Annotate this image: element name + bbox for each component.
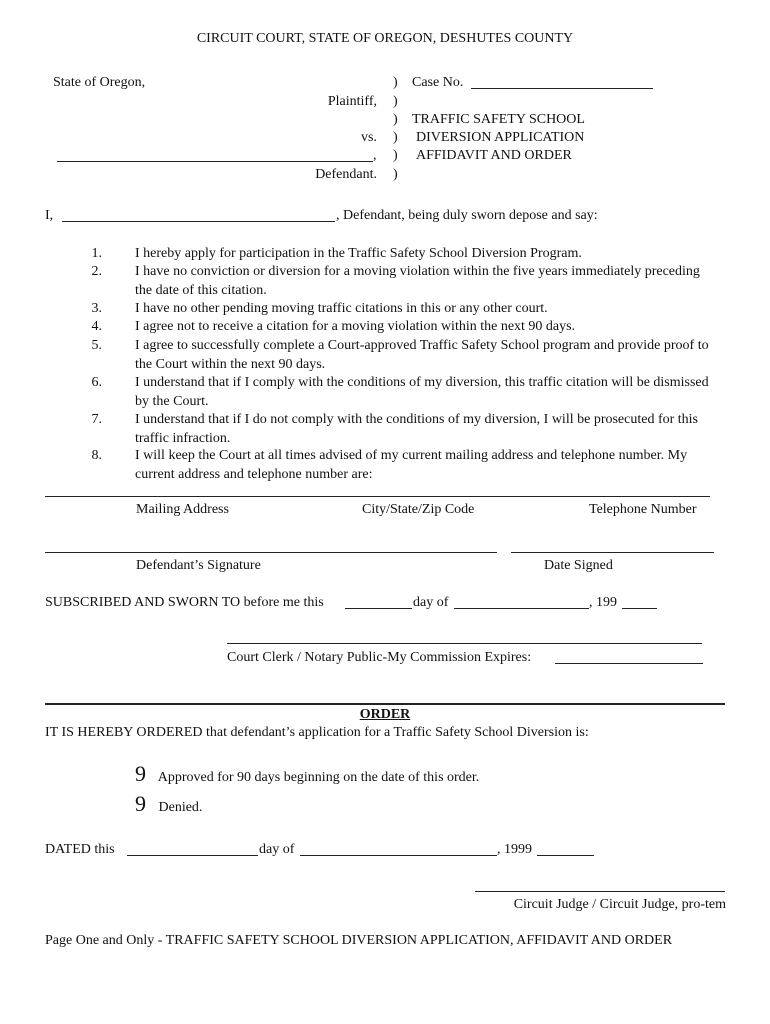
order-heading: ORDER: [359, 707, 411, 722]
city-state-zip-label: City/State/Zip Code: [362, 502, 475, 517]
item-number: 7.: [91, 412, 102, 427]
caption-paren: ): [393, 167, 398, 182]
date-signed-label: Date Signed: [544, 558, 613, 573]
caption-paren: ): [393, 75, 398, 90]
doc-title-line-3: AFFIDAVIT AND ORDER: [416, 148, 572, 163]
dated-day-of: day of: [259, 842, 295, 857]
doc-title-line-1: TRAFFIC SAFETY SCHOOL: [412, 112, 585, 127]
plaintiff-label: Plaintiff,: [327, 94, 377, 109]
caption-paren: ): [393, 94, 398, 109]
case-number-label: Case No.: [412, 75, 464, 90]
item-number: 4.: [91, 319, 102, 334]
commission-expires-line[interactable]: [555, 663, 703, 664]
sworn-month-line[interactable]: [454, 608, 589, 609]
item-text: I will keep the Court at all times advised of my current mailing address and telephone number. My current address and telephone number are:: [135, 448, 688, 482]
dated-year: , 1999: [497, 842, 532, 857]
date-signed-line[interactable]: [511, 552, 714, 553]
affiant-name-line[interactable]: [62, 221, 335, 222]
item-text: I hereby apply for participation in the Traffic Safety School Diversion Program.: [135, 246, 582, 261]
item-text: I have no other pending moving traffic citations in this or any other court.: [135, 301, 548, 316]
clerk-signature-line[interactable]: [227, 643, 702, 644]
item-text: I agree to successfully complete a Court-approved Traffic Safety School program and provide proof to the Court within the next 90 days.: [135, 338, 709, 372]
sworn-year-line[interactable]: [622, 608, 657, 609]
case-number-line[interactable]: [471, 88, 653, 89]
caption-paren: ): [393, 130, 398, 145]
dated-prefix: DATED this: [45, 842, 115, 857]
affiant-statement: , Defendant, being duly sworn depose and say:: [336, 208, 598, 223]
sworn-day-of: day of: [413, 595, 449, 610]
approved-checkbox[interactable]: 9: [135, 761, 146, 786]
item-number: 8.: [91, 448, 102, 463]
telephone-number-label: Telephone Number: [589, 502, 697, 517]
defendant-label: Defendant.: [315, 167, 377, 182]
page-footer: Page One and Only - TRAFFIC SAFETY SCHOOL DIVERSION APPLICATION, AFFIDAVIT AND ORDER: [45, 933, 673, 948]
denied-option[interactable]: [135, 793, 202, 819]
defendant-name-line[interactable]: [57, 161, 373, 162]
defendant-signature-label: Defendant’s Signature: [136, 558, 261, 573]
item-number: 2.: [91, 264, 102, 279]
item-text: I agree not to receive a citation for a moving violation within the next 90 days.: [135, 319, 576, 334]
dated-day-line[interactable]: [127, 855, 258, 856]
caption-paren: ): [393, 112, 398, 127]
affiant-prefix: I,: [45, 208, 54, 223]
judge-signature-line[interactable]: [475, 891, 725, 892]
approved-option[interactable]: [135, 763, 479, 789]
approved-label: Approved for 90 days beginning on the date of this order.: [157, 770, 480, 785]
item-text: I have no conviction or diversion for a moving violation within the five years immediately preceding the date of this citation.: [135, 264, 700, 298]
caption-paren: ): [393, 148, 398, 163]
address-line[interactable]: [45, 496, 710, 497]
court-title: CIRCUIT COURT, STATE OF OREGON, DESHUTES COUNTY: [196, 31, 574, 46]
item-number: 1.: [91, 246, 102, 261]
dated-month-line[interactable]: [300, 855, 497, 856]
state-of-oregon: State of Oregon,: [53, 75, 146, 90]
order-divider: [45, 703, 725, 705]
mailing-address-label: Mailing Address: [136, 502, 229, 517]
doc-title-line-2: DIVERSION APPLICATION: [416, 130, 585, 145]
judge-label: Circuit Judge / Circuit Judge, pro-tem: [513, 897, 726, 912]
sworn-year: , 199: [589, 595, 617, 610]
order-heading-wrap: [0, 706, 770, 724]
denied-checkbox[interactable]: 9: [135, 791, 146, 816]
item-number: 6.: [91, 375, 102, 390]
clerk-label: Court Clerk / Notary Public-My Commission Expires:: [227, 650, 532, 665]
defendant-comma: ,: [373, 148, 377, 163]
item-text: I understand that if I do not comply with the conditions of my diversion, I will be prosecuted for this traffic infraction.: [135, 412, 699, 446]
sworn-prefix: SUBSCRIBED AND SWORN TO before me this: [45, 595, 324, 610]
dated-year-line[interactable]: [537, 855, 594, 856]
item-number: 5.: [91, 338, 102, 353]
item-number: 3.: [91, 301, 102, 316]
denied-label: Denied.: [158, 800, 203, 815]
defendant-signature-line[interactable]: [45, 552, 497, 553]
item-text: I understand that if I comply with the conditions of my diversion, this traffic citation will be dismissed by the Court.: [135, 375, 709, 409]
sworn-day-line[interactable]: [345, 608, 412, 609]
order-text: IT IS HEREBY ORDERED that defendant’s application for a Traffic Safety School Diversion is:: [45, 725, 589, 740]
vs-label: vs.: [361, 130, 377, 145]
